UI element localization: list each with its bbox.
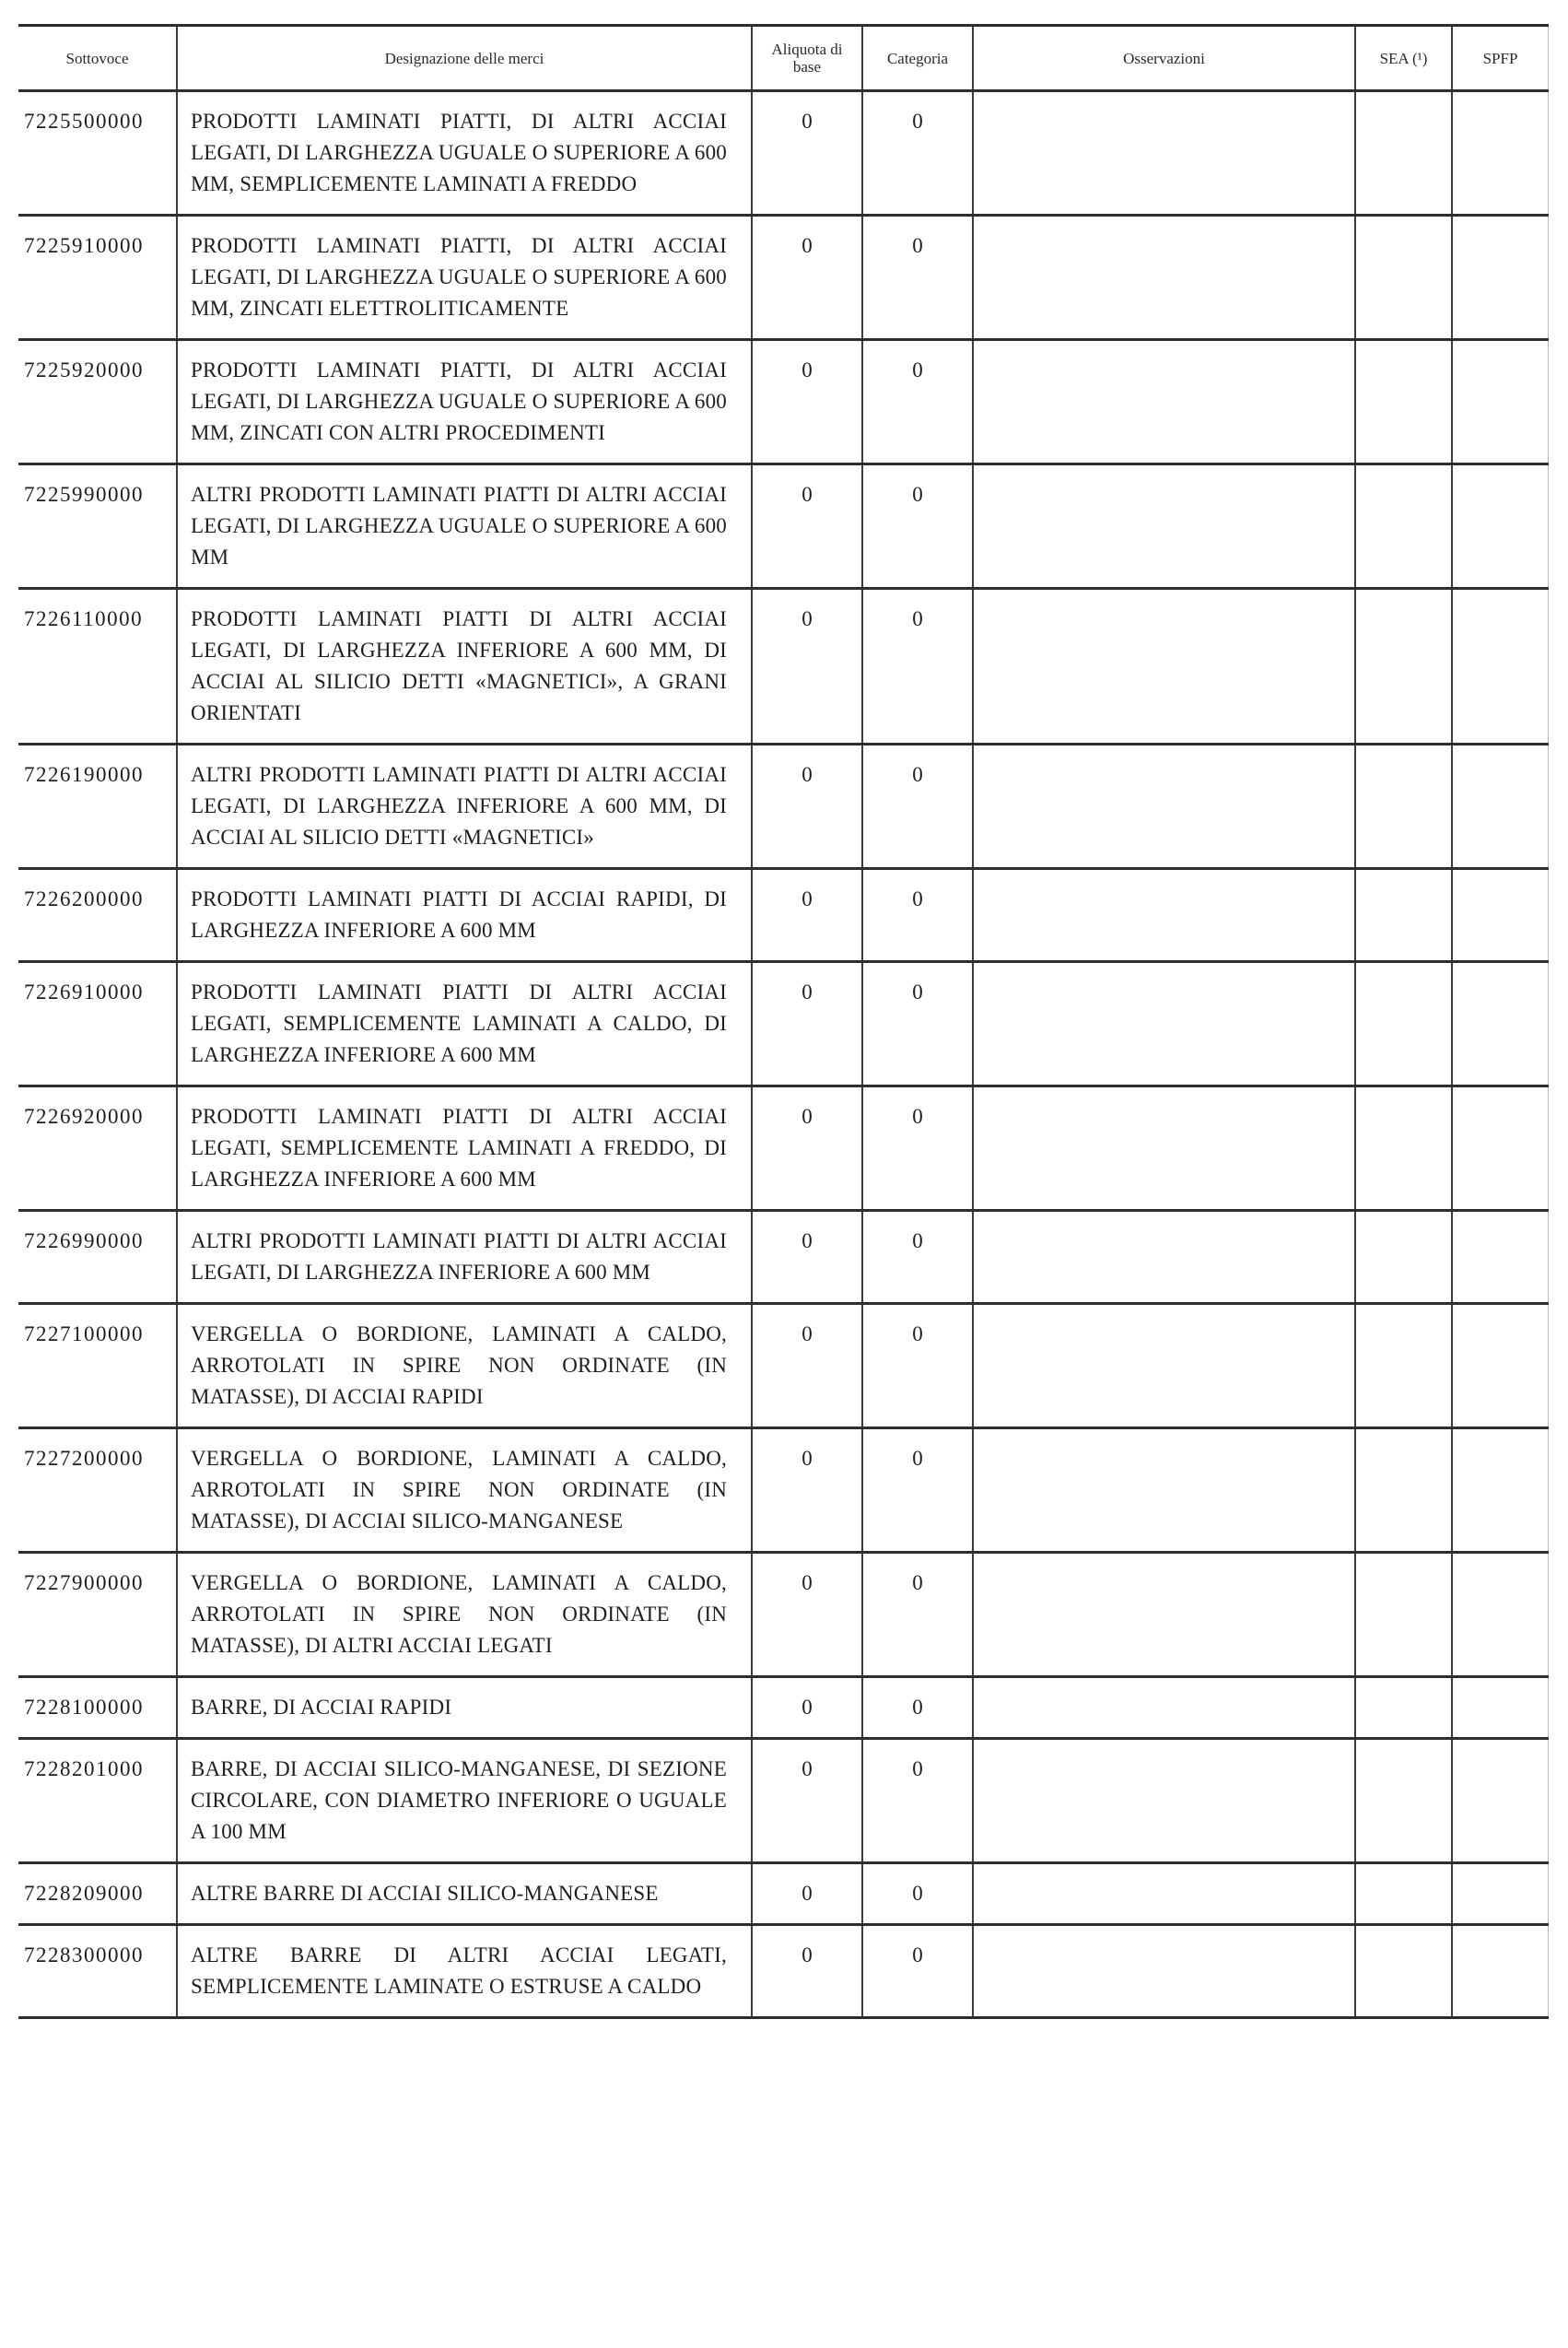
table-row	[18, 1209, 1549, 1302]
cell-categoria: 0	[863, 963, 974, 1085]
cell-aliquota-di-base: 0	[753, 745, 863, 867]
cell-sea	[1356, 1740, 1453, 1861]
cell-description: VERGELLA O BORDIONE, LAMINATI A CALDO, ARROTOLATI IN SPIRE NON ORDINATE (IN MATASSE), DI ALTRI ACCIAI LEGATI	[178, 1554, 753, 1675]
cell-spfp	[1453, 217, 1549, 338]
cell-aliquota-di-base: 0	[753, 870, 863, 960]
cell-osservazioni	[974, 1305, 1356, 1426]
cell-description: BARRE, DI ACCIAI SILICO-MANGANESE, DI SEZIONE CIRCOLARE, CON DIAMETRO INFERIORE O UGUALE A 100 MM	[178, 1740, 753, 1861]
cell-description: ALTRI PRODOTTI LAMINATI PIATTI DI ALTRI ACCIAI LEGATI, DI LARGHEZZA INFERIORE A 600 MM, DI ACCIAI AL SILICIO DETTI «MAGNETICI»	[178, 745, 753, 867]
table-body	[18, 89, 1549, 2016]
cell-categoria: 0	[863, 1087, 974, 1209]
cell-categoria: 0	[863, 217, 974, 338]
table-row	[18, 89, 1549, 214]
cell-aliquota-di-base: 0	[753, 92, 863, 214]
cell-categoria: 0	[863, 1926, 974, 2016]
table-row	[18, 1861, 1549, 1923]
cell-categoria: 0	[863, 1429, 974, 1551]
cell-osservazioni	[974, 1926, 1356, 2016]
cell-description: ALTRI PRODOTTI LAMINATI PIATTI DI ALTRI ACCIAI LEGATI, DI LARGHEZZA INFERIORE A 600 MM	[178, 1212, 753, 1302]
table-row	[18, 214, 1549, 338]
cell-code: 7228100000	[18, 1678, 178, 1737]
cell-osservazioni	[974, 341, 1356, 463]
table-row	[18, 867, 1549, 960]
cell-sea	[1356, 590, 1453, 743]
cell-osservazioni	[974, 217, 1356, 338]
cell-code: 7228300000	[18, 1926, 178, 2016]
cell-categoria: 0	[863, 465, 974, 587]
cell-categoria: 0	[863, 1678, 974, 1737]
cell-categoria: 0	[863, 341, 974, 463]
cell-spfp	[1453, 963, 1549, 1085]
cell-sea	[1356, 92, 1453, 214]
cell-osservazioni	[974, 870, 1356, 960]
cell-osservazioni	[974, 1864, 1356, 1923]
table-row	[18, 743, 1549, 867]
cell-sea	[1356, 1678, 1453, 1737]
cell-categoria: 0	[863, 1864, 974, 1923]
cell-osservazioni	[974, 1740, 1356, 1861]
cell-code: 7227200000	[18, 1429, 178, 1551]
cell-osservazioni	[974, 1678, 1356, 1737]
cell-categoria: 0	[863, 870, 974, 960]
cell-categoria: 0	[863, 92, 974, 214]
header-categoria: Categoria	[863, 27, 974, 89]
cell-aliquota-di-base: 0	[753, 1678, 863, 1737]
cell-description: VERGELLA O BORDIONE, LAMINATI A CALDO, ARROTOLATI IN SPIRE NON ORDINATE (IN MATASSE), DI ACCIAI RAPIDI	[178, 1305, 753, 1426]
table-row	[18, 338, 1549, 463]
table-row	[18, 960, 1549, 1085]
table-row	[18, 1737, 1549, 1861]
cell-sea	[1356, 217, 1453, 338]
cell-sea	[1356, 1305, 1453, 1426]
cell-spfp	[1453, 870, 1549, 960]
cell-code: 7228209000	[18, 1864, 178, 1923]
cell-sea	[1356, 745, 1453, 867]
cell-aliquota-di-base: 0	[753, 1740, 863, 1861]
cell-sea	[1356, 1554, 1453, 1675]
cell-spfp	[1453, 1926, 1549, 2016]
cell-categoria: 0	[863, 745, 974, 867]
cell-spfp	[1453, 1678, 1549, 1737]
cell-aliquota-di-base: 0	[753, 1429, 863, 1551]
cell-osservazioni	[974, 963, 1356, 1085]
cell-description: PRODOTTI LAMINATI PIATTI DI ACCIAI RAPIDI, DI LARGHEZZA INFERIORE A 600 MM	[178, 870, 753, 960]
cell-osservazioni	[974, 465, 1356, 587]
cell-aliquota-di-base: 0	[753, 217, 863, 338]
cell-code: 7226920000	[18, 1087, 178, 1209]
cell-sea	[1356, 465, 1453, 587]
cell-spfp	[1453, 341, 1549, 463]
cell-spfp	[1453, 465, 1549, 587]
cell-sea	[1356, 341, 1453, 463]
cell-description: PRODOTTI LAMINATI PIATTI, DI ALTRI ACCIAI LEGATI, DI LARGHEZZA UGUALE O SUPERIORE A 600 MM, SEMPLICEMENTE LAMINATI A FREDDO	[178, 92, 753, 214]
cell-description: PRODOTTI LAMINATI PIATTI, DI ALTRI ACCIAI LEGATI, DI LARGHEZZA UGUALE O SUPERIORE A 600 MM, ZINCATI CON ALTRI PROCEDIMENTI	[178, 341, 753, 463]
cell-description: PRODOTTI LAMINATI PIATTI DI ALTRI ACCIAI LEGATI, DI LARGHEZZA INFERIORE A 600 MM, DI ACCIAI AL SILICIO DETTI «MAGNETICI», A GRANI ORIENTATI	[178, 590, 753, 743]
cell-aliquota-di-base: 0	[753, 1864, 863, 1923]
cell-osservazioni	[974, 1429, 1356, 1551]
cell-sea	[1356, 1864, 1453, 1923]
cell-categoria: 0	[863, 1305, 974, 1426]
cell-spfp	[1453, 1429, 1549, 1551]
table-row	[18, 587, 1549, 743]
table-row	[18, 1551, 1549, 1675]
header-spfp: SPFP	[1453, 27, 1549, 89]
cell-code: 7226200000	[18, 870, 178, 960]
cell-aliquota-di-base: 0	[753, 1212, 863, 1302]
header-sottovoce: Sottovoce	[18, 27, 178, 89]
cell-sea	[1356, 1212, 1453, 1302]
cell-code: 7226910000	[18, 963, 178, 1085]
cell-aliquota-di-base: 0	[753, 1554, 863, 1675]
cell-spfp	[1453, 1740, 1549, 1861]
cell-spfp	[1453, 1554, 1549, 1675]
cell-categoria: 0	[863, 1740, 974, 1861]
cell-code: 7226110000	[18, 590, 178, 743]
cell-aliquota-di-base: 0	[753, 465, 863, 587]
cell-sea	[1356, 870, 1453, 960]
cell-sea	[1356, 1429, 1453, 1551]
cell-osservazioni	[974, 1212, 1356, 1302]
cell-description: ALTRI PRODOTTI LAMINATI PIATTI DI ALTRI ACCIAI LEGATI, DI LARGHEZZA UGUALE O SUPERIORE A 600 MM	[178, 465, 753, 587]
cell-code: 7226190000	[18, 745, 178, 867]
cell-aliquota-di-base: 0	[753, 1305, 863, 1426]
cell-sea	[1356, 963, 1453, 1085]
header-aliquota-di-base: Aliquota di base	[753, 27, 863, 89]
table-row	[18, 1923, 1549, 2016]
cell-code: 7225920000	[18, 341, 178, 463]
cell-code: 7225910000	[18, 217, 178, 338]
cell-description: PRODOTTI LAMINATI PIATTI, DI ALTRI ACCIAI LEGATI, DI LARGHEZZA UGUALE O SUPERIORE A 600 MM, ZINCATI ELETTROLITICAMENTE	[178, 217, 753, 338]
cell-spfp	[1453, 745, 1549, 867]
cell-categoria: 0	[863, 1212, 974, 1302]
table-row	[18, 1302, 1549, 1426]
tariff-table	[18, 24, 1549, 2019]
table-header-row	[18, 27, 1549, 89]
cell-code: 7228201000	[18, 1740, 178, 1861]
cell-code: 7227900000	[18, 1554, 178, 1675]
header-sea: SEA (¹)	[1356, 27, 1453, 89]
cell-description: PRODOTTI LAMINATI PIATTI DI ALTRI ACCIAI LEGATI, SEMPLICEMENTE LAMINATI A CALDO, DI LARGHEZZA INFERIORE A 600 MM	[178, 963, 753, 1085]
cell-sea	[1356, 1087, 1453, 1209]
cell-aliquota-di-base: 0	[753, 1087, 863, 1209]
cell-sea	[1356, 1926, 1453, 2016]
cell-description: VERGELLA O BORDIONE, LAMINATI A CALDO, ARROTOLATI IN SPIRE NON ORDINATE (IN MATASSE), DI ACCIAI SILICO-MANGANESE	[178, 1429, 753, 1551]
cell-code: 7227100000	[18, 1305, 178, 1426]
cell-aliquota-di-base: 0	[753, 590, 863, 743]
cell-spfp	[1453, 590, 1549, 743]
cell-osservazioni	[974, 1554, 1356, 1675]
cell-description: ALTRE BARRE DI ALTRI ACCIAI LEGATI, SEMPLICEMENTE LAMINATE O ESTRUSE A CALDO	[178, 1926, 753, 2016]
table-row	[18, 1675, 1549, 1737]
cell-code: 7225990000	[18, 465, 178, 587]
cell-code: 7225500000	[18, 92, 178, 214]
cell-code: 7226990000	[18, 1212, 178, 1302]
cell-aliquota-di-base: 0	[753, 1926, 863, 2016]
cell-osservazioni	[974, 745, 1356, 867]
cell-osservazioni	[974, 92, 1356, 214]
cell-osservazioni	[974, 1087, 1356, 1209]
cell-spfp	[1453, 1212, 1549, 1302]
cell-spfp	[1453, 1864, 1549, 1923]
cell-spfp	[1453, 1087, 1549, 1209]
cell-categoria: 0	[863, 1554, 974, 1675]
cell-osservazioni	[974, 590, 1356, 743]
header-designazione-merci: Designazione delle merci	[178, 27, 753, 89]
cell-aliquota-di-base: 0	[753, 963, 863, 1085]
table-row	[18, 463, 1549, 587]
cell-spfp	[1453, 1305, 1549, 1426]
cell-categoria: 0	[863, 590, 974, 743]
table-row	[18, 1426, 1549, 1551]
header-osservazioni: Osservazioni	[974, 27, 1356, 89]
cell-spfp	[1453, 92, 1549, 214]
cell-description: PRODOTTI LAMINATI PIATTI DI ALTRI ACCIAI LEGATI, SEMPLICEMENTE LAMINATI A FREDDO, DI LARGHEZZA INFERIORE A 600 MM	[178, 1087, 753, 1209]
cell-aliquota-di-base: 0	[753, 341, 863, 463]
cell-description: BARRE, DI ACCIAI RAPIDI	[178, 1678, 753, 1737]
table-row	[18, 1085, 1549, 1209]
cell-description: ALTRE BARRE DI ACCIAI SILICO-MANGANESE	[178, 1864, 753, 1923]
